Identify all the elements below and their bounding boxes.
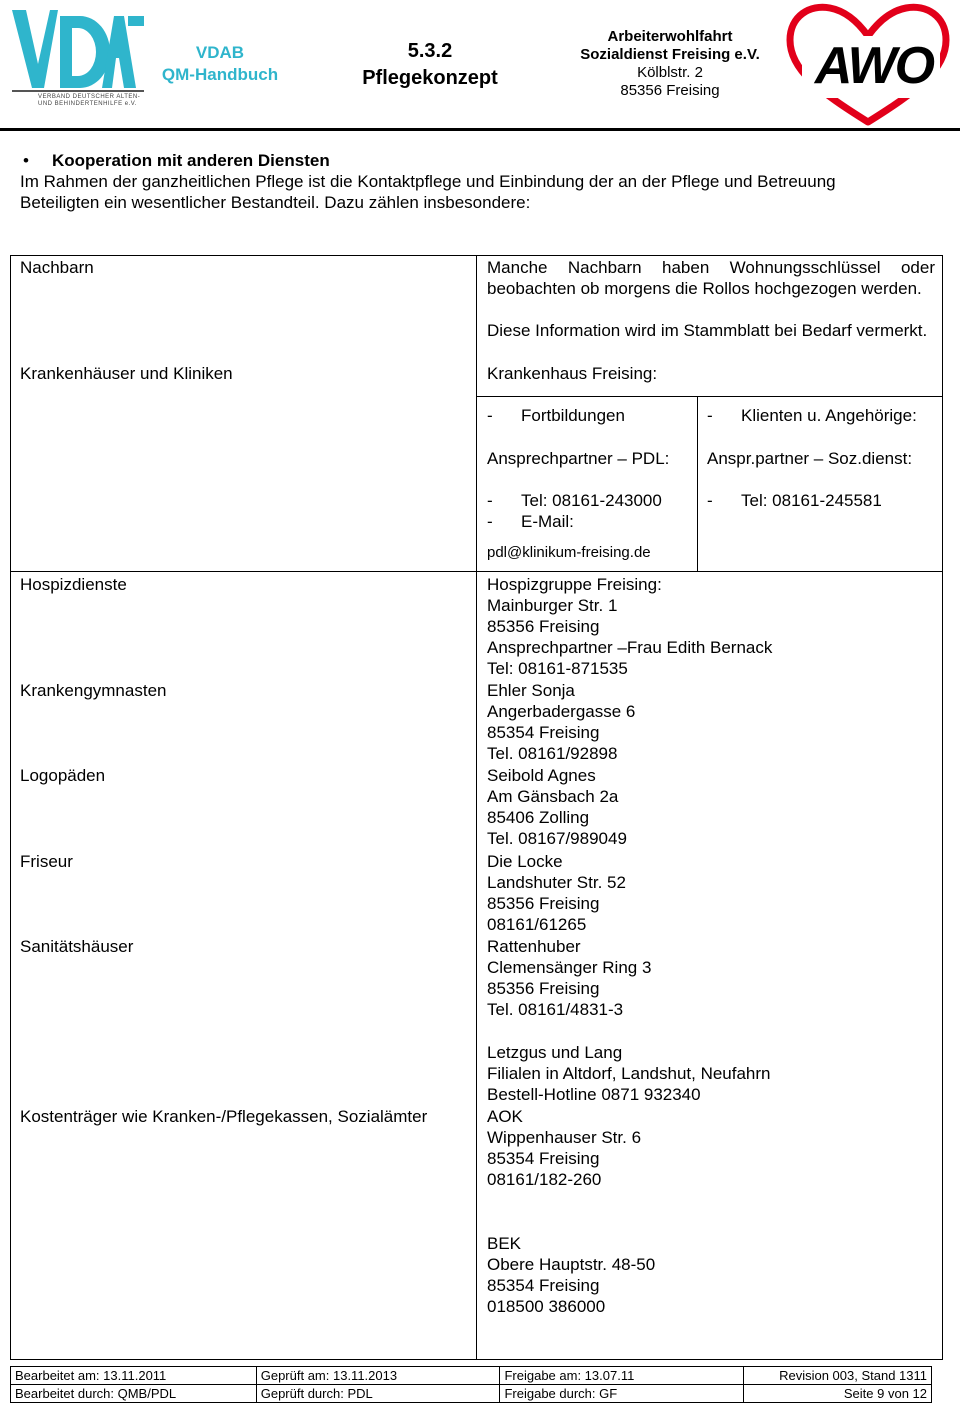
org-line-4: 85356 Freising: [620, 82, 720, 99]
detail-line: 85356 Freising: [487, 894, 600, 913]
sanitaetshaeuser-details-2: [487, 1042, 935, 1105]
detail-line: Bestell-Hotline 0871 932340: [487, 1085, 701, 1104]
detail-line: Mainburger Str. 1: [487, 596, 618, 615]
organisation-address: [555, 28, 785, 100]
detail-line: Die Locke: [487, 852, 563, 871]
detail-line: Tel. 08167/989049: [487, 829, 627, 848]
intro-paragraph-line-2: Beteiligten ein wesentlicher Bestandteil. Dazu zählen insbesondere:: [20, 193, 531, 212]
footer-page-number: Seite 9 von 12: [744, 1385, 932, 1403]
kostentraeger-details-1: [487, 1106, 935, 1190]
footer-checked-by: Geprüft durch: PDL: [256, 1385, 500, 1403]
detail-line: Obere Hauptstr. 48-50: [487, 1255, 656, 1274]
detail-line: Filialen in Altdorf, Landshut, Neufahrn: [487, 1064, 771, 1083]
detail-line: 08161/61265: [487, 915, 587, 934]
hospital-right-topic: [707, 405, 917, 426]
dash-mark: -: [707, 406, 713, 425]
footer-release-date: Freigabe am: 13.07.11: [500, 1367, 744, 1385]
header-divider: [0, 128, 960, 131]
detail-line: 85354 Freising: [487, 723, 600, 742]
detail-line: Seibold Agnes: [487, 766, 596, 785]
detail-line: Wippenhauser Str. 6: [487, 1128, 642, 1147]
right-topic-text: Klienten u. Angehörige:: [741, 406, 917, 425]
right-tel-text: Tel: 08161-245581: [741, 491, 882, 510]
document-footer: [10, 1366, 932, 1403]
sanitaetshaeuser-details-1: [487, 936, 935, 1020]
awo-logo: [780, 0, 955, 128]
footer-edited-by: Bearbeitet durch: QMB/PDL: [11, 1385, 257, 1403]
detail-line: Landshuter Str. 52: [487, 873, 626, 892]
dash-mark: -: [487, 406, 493, 425]
label-krankenhaeuser: Krankenhäuser und Kliniken: [20, 364, 233, 383]
hospital-left-tel: [487, 490, 662, 511]
hospital-left-contact: Ansprechpartner – PDL:: [487, 449, 670, 468]
friseur-details: [487, 851, 935, 935]
section-title-block: [330, 38, 530, 92]
hospital-email[interactable]: pdl@klinikum-freising.de: [487, 544, 651, 561]
footer-revision: Revision 003, Stand 1311: [744, 1367, 932, 1385]
detail-line: 85354 Freising: [487, 1276, 600, 1295]
footer-edited-date: Bearbeitet am: 13.11.2011: [11, 1367, 257, 1385]
table-column-divider: [476, 255, 477, 1360]
handbook-line-1: VDAB: [195, 43, 245, 62]
krankengymnasten-details: [487, 680, 935, 764]
label-nachbarn: Nachbarn: [20, 258, 94, 277]
detail-line: 85354 Freising: [487, 1149, 600, 1168]
detail-line: Hospizgruppe Freising:: [487, 575, 662, 594]
intro-paragraph-line-1: Im Rahmen der ganzheitlichen Pflege ist die Kontaktpflege und Einbindung der an der Pflege und Betreuung: [20, 172, 836, 191]
vdab-logo: [8, 2, 148, 110]
detail-line: 85356 Freising: [487, 617, 600, 636]
hospiz-details: [487, 574, 935, 679]
section-number: 5.3.2: [407, 40, 453, 62]
intro-heading-row: [20, 150, 942, 171]
org-line-1: Arbeiterwohlfahrt: [607, 28, 733, 45]
hospital-subcolumn-divider: [697, 397, 698, 572]
logopaeden-details: [487, 765, 935, 849]
section-title: Pflegekonzept: [362, 67, 498, 89]
label-logopaeden: Logopäden: [20, 766, 106, 785]
detail-line: Tel: 08161-871535: [487, 659, 628, 678]
label-kostentraeger: Kostenträger wie Kranken-/Pflegekassen, Sozialämter: [20, 1107, 428, 1126]
detail-line: 018500 386000: [487, 1297, 606, 1316]
dash-mark: -: [487, 491, 493, 510]
detail-line: AOK: [487, 1107, 523, 1126]
detail-line: BEK: [487, 1234, 522, 1253]
detail-line: Angerbadergasse 6: [487, 702, 636, 721]
org-line-2: Sozialdienst Freising e.V.: [580, 46, 760, 63]
detail-line: Clemensänger Ring 3: [487, 958, 652, 977]
footer-released-by: Freigabe durch: GF: [500, 1385, 744, 1403]
detail-line: 85406 Zolling: [487, 808, 590, 827]
left-topic-text: Fortbildungen: [521, 406, 625, 425]
hospital-right-tel: [707, 490, 882, 511]
label-sanitaetshaeuser: Sanitätshäuser: [20, 937, 134, 956]
intro-section: [20, 150, 942, 213]
hospital-right-contact: Anspr.partner – Soz.dienst:: [707, 449, 913, 468]
label-hospizdienste: Hospizdienste: [20, 575, 127, 594]
detail-line: 85356 Freising: [487, 979, 600, 998]
left-tel-text: Tel: 08161-243000: [521, 491, 662, 510]
vdab-caption-2: UND BEHINDERTENHILFE e.V.: [38, 101, 137, 107]
detail-line: Am Gänsbach 2a: [487, 787, 619, 806]
org-line-3: Kölblstr. 2: [637, 64, 703, 81]
label-friseur: Friseur: [20, 852, 73, 871]
detail-line: Letzgus und Lang: [487, 1043, 623, 1062]
label-krankengymnasten: Krankengymnasten: [20, 681, 167, 700]
detail-line: Tel. 08161/92898: [487, 744, 618, 763]
row-divider-hospiz: [10, 571, 943, 572]
nachbarn-text-1: Manche Nachbarn haben Wohnungsschlüssel oder beobachten ob morgens die Rollos hochgezogen werden.: [487, 258, 935, 298]
footer-checked-date: Geprüft am: 13.11.2013: [256, 1367, 500, 1385]
mail-label-text: E-Mail:: [521, 512, 574, 531]
detail-line: Ansprechpartner –Frau Edith Bernack: [487, 638, 773, 657]
handbook-label: [150, 42, 290, 86]
footer-row: [11, 1367, 932, 1385]
vdab-caption-1: VERBAND DEUTSCHER ALTEN-: [38, 94, 141, 100]
footer-row: [11, 1385, 932, 1403]
hospital-left-topic: [487, 405, 625, 426]
hospital-left-mail-label: [487, 511, 574, 532]
hospital-name: Krankenhaus Freising:: [487, 364, 658, 383]
handbook-line-2: QM-Handbuch: [161, 65, 279, 84]
detail-line: Tel. 08161/4831-3: [487, 1000, 624, 1019]
bullet-icon: •: [23, 151, 29, 170]
nachbarn-text-2: Diese Information wird im Stammblatt bei Bedarf vermerkt.: [487, 321, 928, 340]
awo-logo-text: AWO: [814, 37, 934, 95]
intro-heading: Kooperation mit anderen Diensten: [52, 151, 330, 170]
kostentraeger-details-2: [487, 1233, 935, 1317]
hospital-subrow-divider: [476, 396, 943, 397]
dash-mark: -: [487, 512, 493, 531]
detail-line: 08161/182-260: [487, 1170, 602, 1189]
detail-line: Ehler Sonja: [487, 681, 575, 700]
detail-line: Rattenhuber: [487, 937, 581, 956]
dash-mark: -: [707, 491, 713, 510]
